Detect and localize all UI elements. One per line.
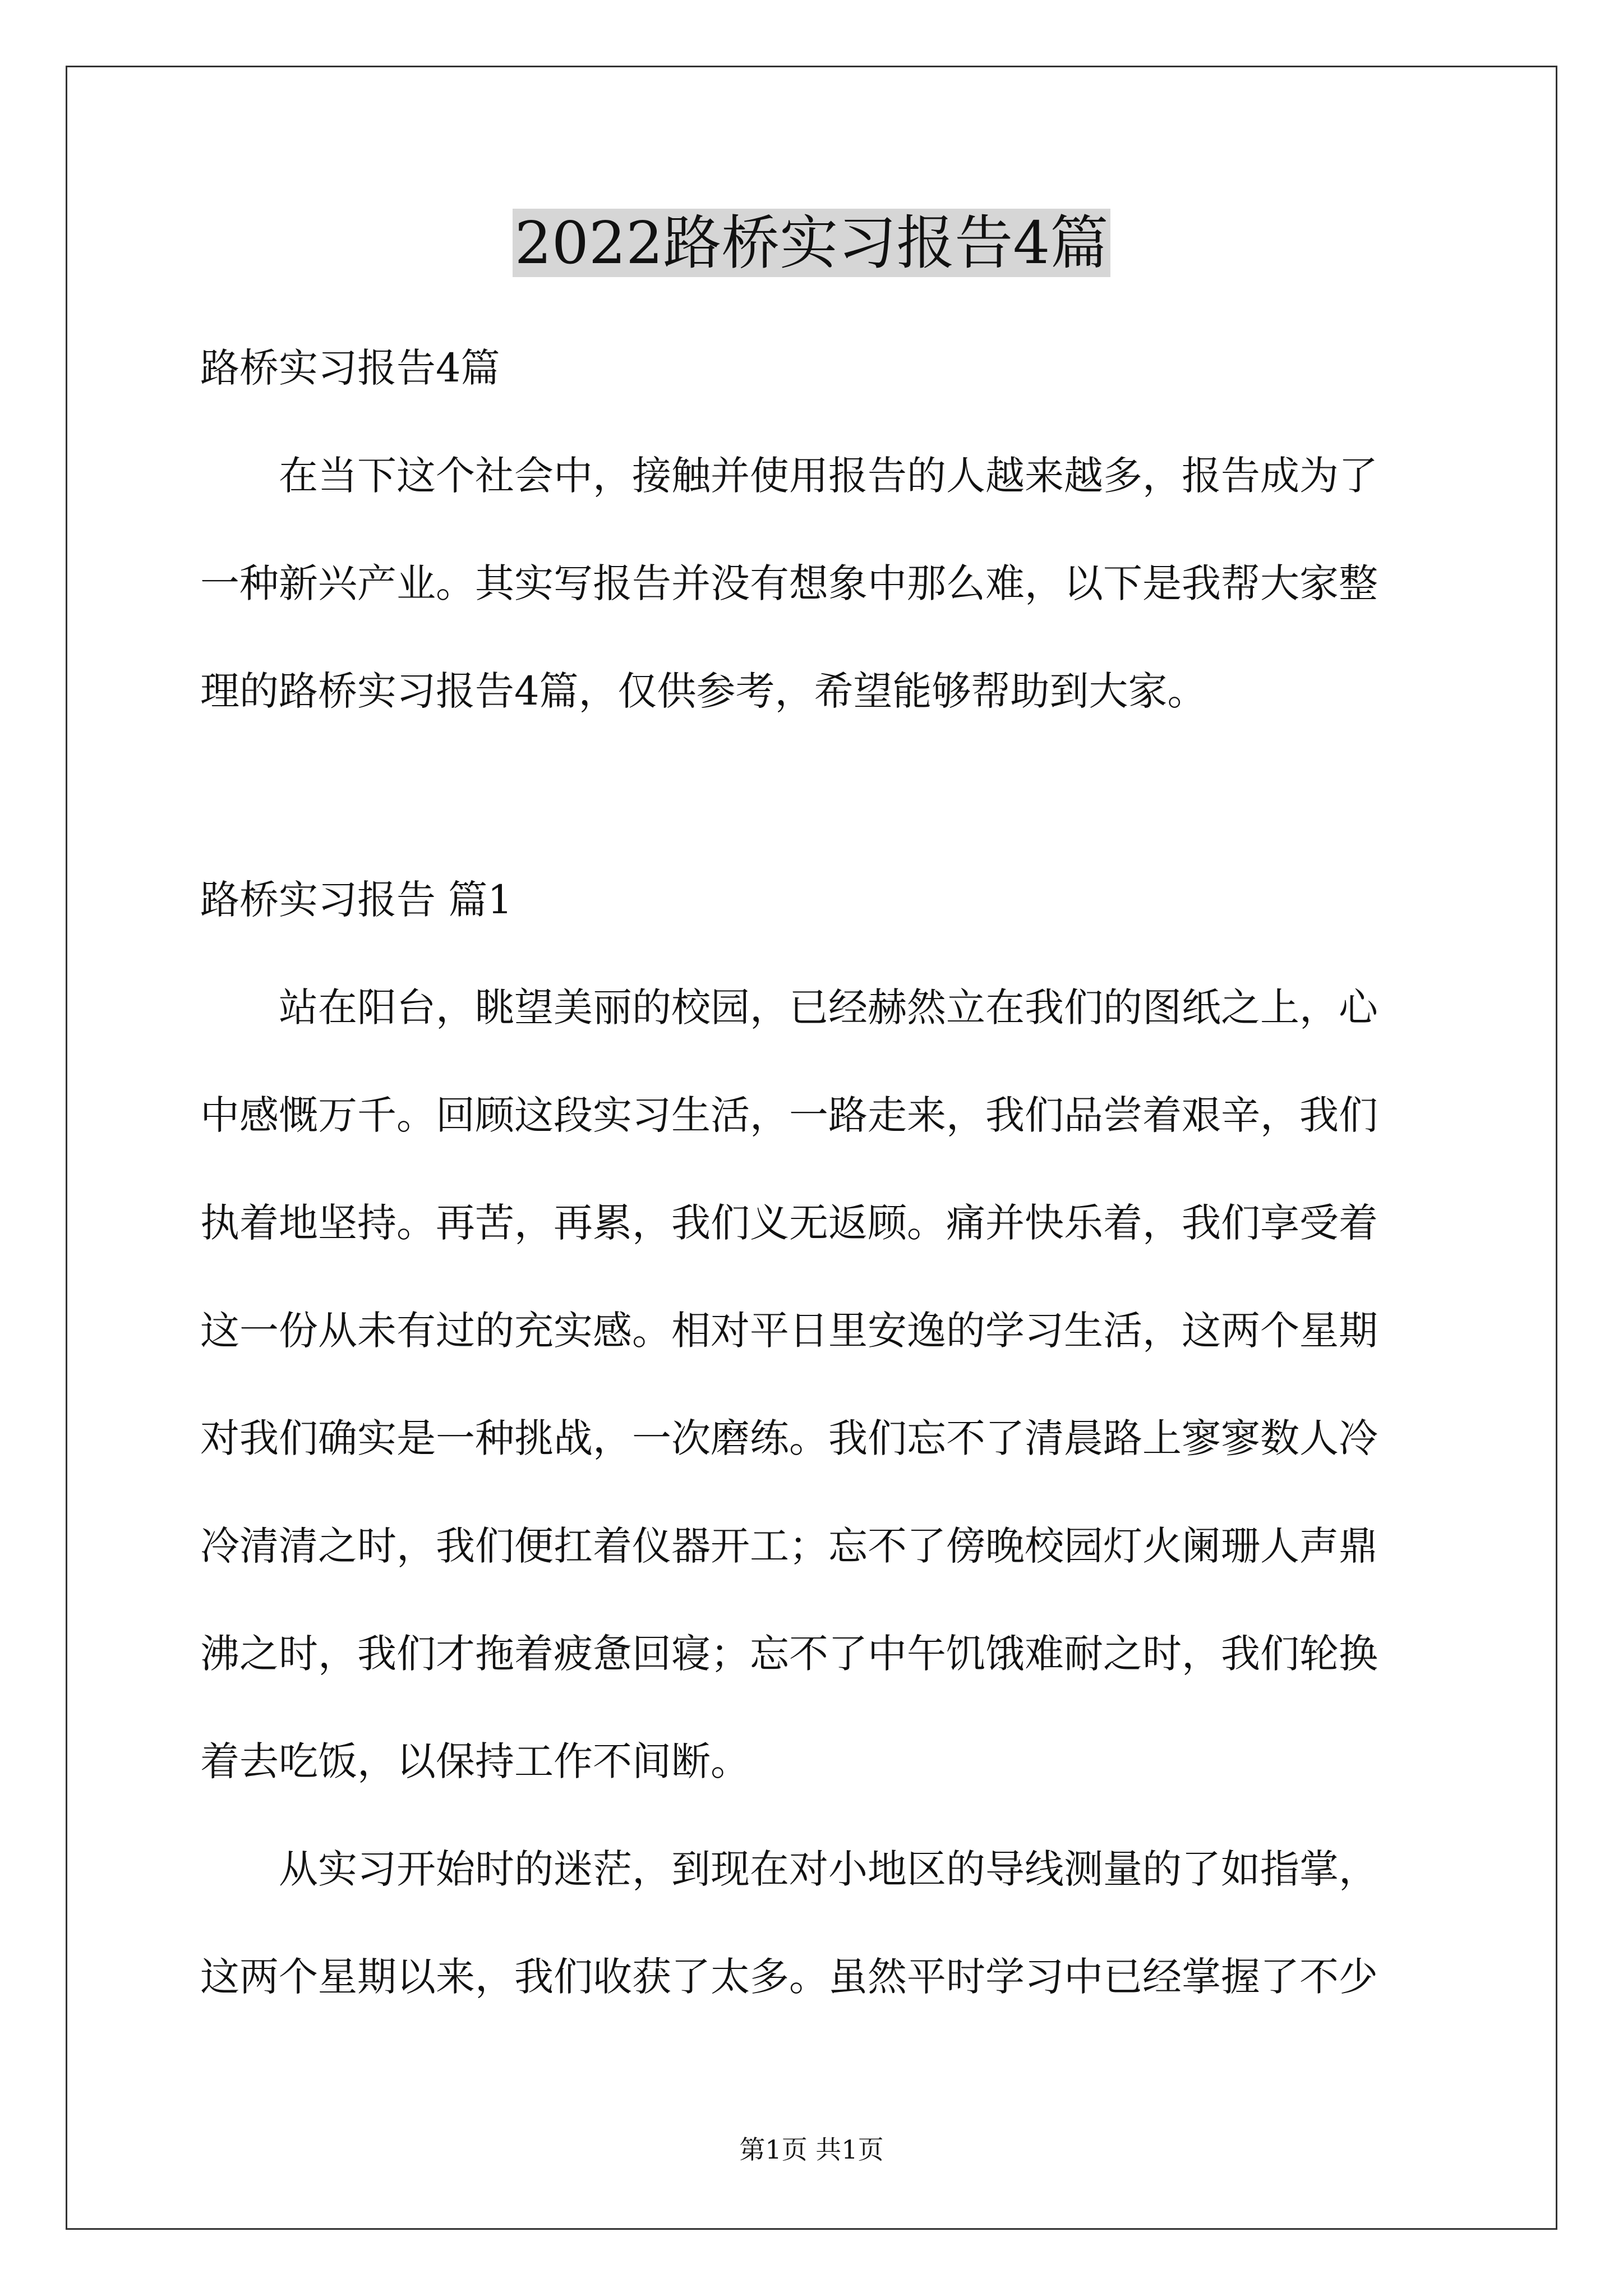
document-title-text: 2022路桥实习报告4篇 <box>513 209 1111 277</box>
section-spacer <box>200 745 1431 846</box>
intro-line-3: 理的路桥实习报告4篇，仅供参考，希望能够帮助到大家。 <box>200 668 1207 714</box>
para1-line-6: 冷清清之时，我们便扛着仪器开工；忘不了傍晚校园灯火阑珊人声鼎 <box>200 1523 1378 1569</box>
para2-line-2: 这两个星期以来，我们收获了太多。虽然平时学习中已经掌握了不少 <box>200 1954 1378 2000</box>
para1-line-7: 沸之时，我们才拖着疲惫回寝；忘不了中午饥饿难耐之时，我们轮换 <box>200 1631 1378 1677</box>
para1-line-2: 中感慨万千。回顾这段实习生活，一路走来，我们品尝着艰辛，我们 <box>200 1092 1378 1138</box>
para1-line-5: 对我们确实是一种挑战，一次磨练。我们忘不了清晨路上寥寥数人冷 <box>200 1415 1378 1461</box>
para1-line-3: 执着地坚持。再苦，再累，我们义无返顾。痛并快乐着，我们享受着 <box>200 1200 1378 1246</box>
para1-line-4: 这一份从未有过的充实感。相对平日里安逸的学习生活，这两个星期 <box>200 1308 1378 1354</box>
intro-line-2: 一种新兴产业。其实写报告并没有想象中那么难，以下是我帮大家整 <box>200 560 1378 606</box>
page-number-label: 第1页 共1页 <box>739 2134 884 2165</box>
document-title <box>0 206 1623 279</box>
document-body <box>200 314 1431 2031</box>
section-heading: 路桥实习报告 篇1 <box>200 877 513 923</box>
para1-line-1: 站在阳台，眺望美丽的校园，已经赫然立在我们的图纸之上，心 <box>279 984 1378 1030</box>
para1-line-8: 着去吃饭，以保持工作不间断。 <box>200 1738 750 1784</box>
page-footer <box>0 2133 1623 2166</box>
para2-line-1: 从实习开始时的迷茫，到现在对小地区的导线测量的了如指掌， <box>279 1846 1378 1892</box>
document-subtitle: 路桥实习报告4篇 <box>200 345 500 391</box>
intro-line-1: 在当下这个社会中，接触并使用报告的人越来越多，报告成为了 <box>279 453 1378 499</box>
